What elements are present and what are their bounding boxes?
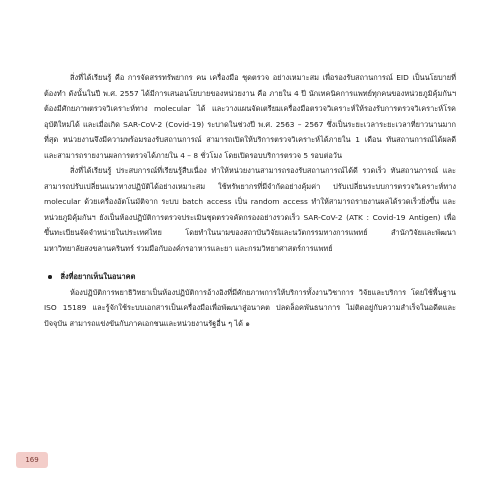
paragraph-experience: สิ่งที่ได้เรียนรู้ ประสบการณ์ที่เรียนรู้สืบเนื่อง ทำให้หน่วยงานสามารถรองรับสถานการณ์ได้ดี รวดเร็ว ทันสถานการณ์ และสามารถปรับเปลี่ยนแนวทางปฏิบัติได้อย่างเหมาะสม ใช้ทรัพยากรที่มีจำกัดอย่างคุ้มค่า ปรับเปลี่ยนระบบการตรวจวิเคราะห์ทาง molecular ด้วยเครื่องอัตโนมัติจาก ระบบ batch access เป็น random access ทำให้สามารถรายงานผลได้รวดเร็วยิ่งขึ้น และหน่วยภูมิคุ้มกันฯ ยังเป็นห้องปฏิบัติการตรวจประเมินชุดตรวจคัดกรองอย่างรวดเร็ว SAR-CoV-2 (ATK : Covid-19 Antigen) เพื่อขึ้นทะเบียนจัดจำหน่ายในประเทศไทย โดยทำในนามของสถาบันวิจัยและนวัตกรรมทางการแพทย์ สำนักวิจัยและพัฒนา มหาวิทยาลัยสงขลานครินทร์ ร่วมมือกับองค์กรอาหารและยา และกรมวิทยาศาสตร์การแพทย์ [44,166,456,253]
paragraph-lessons-learned: สิ่งที่ได้เรียนรู้ คือ การจัดสรรทรัพยากร คน เครื่องมือ ชุดตรวจ อย่างเหมาะสม เพื่อรองรับสถานการณ์ EID เป็นนโยบายที่ต้องทำ ดังนั้นในปี พ.ศ. 2557 ได้มีการเสนอนโยบายของหน่วยงาน คือ ภายใน 4 ปี นักเทคนิคการแพทย์ทุกคนของหน่วยภูมิคุ้มกันฯ ต้องมีศักยภาพตรวจวิเคราะห์ทาง molecular ได้ และวางแผนจัดเตรียมเครื่องมือตรวจวิเคราะห์ให้รองรับการตรวจวิเคราะห์โรคอุบัติใหม่ได้ และเมื่อเกิด SAR-CoV-2 (Covid-19) ระบาดในช่วงปี พ.ศ. 2563 – 2567 ซึ่งเป็นระยะเวลาระยะเวลาที่ยาวนานมากที่สุด หน่วยงานจึงมีความพร้อมรองรับสถานการณ์ สามารถเปิดให้บริการตรวจวิเคราะห์ได้ภายใน 1 เดือน ทันสถานการณ์ได้ผลดี และสามารถรายงานผลการตรวจได้ภายใน 4 – 8 ชั่วโมง โดยเปิดรอบบริการตรวจ 5 รอบต่อวัน [44,73,456,160]
bullet-icon [48,275,52,279]
page-number: 169 [16,452,48,468]
document-body [44,70,456,331]
paragraph-future-vision: ห้องปฏิบัติการพยาธิวิทยาเป็นห้องปฏิบัติการอ้างอิงที่มีศักยภาพการให้บริการทั้งงานวิชาการ วิจัยและบริการ โดยใช้พื้นฐาน ISO 15189 และรู้จักใช้ระบบเอกสารเป็นเครื่องมือเพื่อพัฒนาสู่อนาคต ปลดล็อคพันธนาการ ไม่ติดอยู่กับความสำเร็จในอดีตและปัจจุบัน สามารถแข่งขันกับภาคเอกชนและหน่วยงานรัฐอื่น ๆ ได้ ๑ [44,287,456,328]
section-heading [44,269,456,285]
section-heading-text: สิ่งที่อยากเห็นในอนาคต [60,272,136,281]
